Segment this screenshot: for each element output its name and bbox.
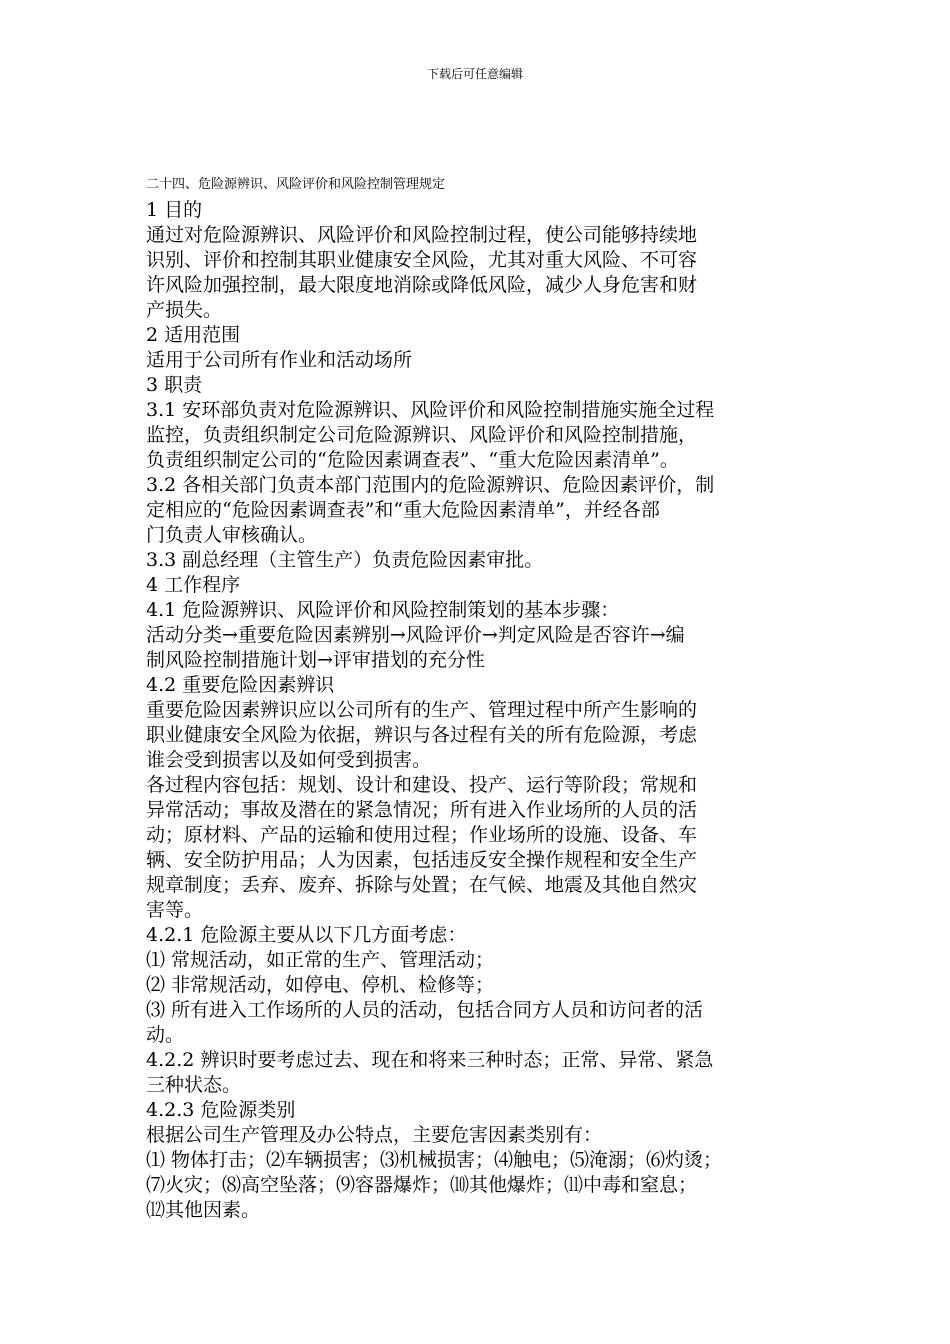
text-line: 4.1 危险源辨识、风险评价和风险控制策划的基本步骤： xyxy=(146,599,620,621)
text-line: 各过程内容包括：规划、设计和建设、投产、运行等阶段；常规和 xyxy=(146,774,698,796)
text-line: 三种状态。 xyxy=(146,1074,242,1096)
text-line: 4.2.2 辨识时要考虑过去、现在和将来三种时态；正常、异常、紧急 xyxy=(146,1049,714,1071)
text-line: 辆、安全防护用品；人为因素，包括违反安全操作规程和安全生产 xyxy=(146,849,698,871)
text-line: 1 目的 xyxy=(146,199,203,221)
text-line: 谁会受到损害以及如何受到损害。 xyxy=(146,749,432,771)
text-line: 异常活动；事故及潜在的紧急情况；所有进入作业场所的人员的活 xyxy=(146,799,698,821)
text-line: 4 工作程序 xyxy=(146,574,241,596)
text-line: 定相应的“危险因素调查表”和“重大危险因素清单”，并经各部 xyxy=(146,499,660,521)
text-line: ⑿其他因素。 xyxy=(146,1199,261,1221)
text-line: 害等。 xyxy=(146,899,204,921)
text-line: 通过对危险源辨识、风险评价和风险控制过程，使公司能够持续地 xyxy=(146,224,698,246)
document-title: 二十四、危险源辨识、风险评价和风险控制管理规定 xyxy=(146,177,446,192)
text-line: 适用于公司所有作业和活动场所 xyxy=(146,349,413,371)
text-line: 负责组织制定公司的“危险因素调查表”、“重大危险因素清单”。 xyxy=(146,449,679,471)
text-line: 2 适用范围 xyxy=(146,324,241,346)
text-line: 3.3 副总经理（主管生产）负责危险因素审批。 xyxy=(146,549,544,571)
page-header: 下载后可任意编辑 xyxy=(426,67,523,81)
document-body xyxy=(146,198,810,1223)
text-line: 动；原材料、产品的运输和使用过程；作业场所的设施、设备、车 xyxy=(146,824,698,846)
text-line: 职业健康安全风险为依据，辨识与各过程有关的所有危险源，考虑 xyxy=(146,724,698,746)
text-line: 门负责人审核确认。 xyxy=(146,524,318,546)
text-line: 4.2 重要危险因素辨识 xyxy=(146,674,335,696)
text-line: 制风险控制措施计划→评审措划的充分性 xyxy=(146,649,485,671)
text-line: ⑵ 非常规活动，如停电、停机、检修等； xyxy=(146,974,495,996)
text-line: 规章制度；丢弃、废弃、拆除与处置；在气候、地震及其他自然灾 xyxy=(146,874,698,896)
text-line: 识别、评价和控制其职业健康安全风险，尤其对重大风险、不可容 xyxy=(146,249,698,271)
text-line: 4.2.1 危险源主要从以下几方面考虑： xyxy=(146,924,467,946)
text-line: ⑶ 所有进入工作场所的人员的活动，包括合同方人员和访问者的活 xyxy=(146,999,704,1021)
text-line: 3.1 安环部负责对危险源辨识、风险评价和风险控制措施实施全过程 xyxy=(146,399,715,421)
text-line: 动。 xyxy=(146,1024,185,1046)
text-line: 产损失。 xyxy=(146,299,223,321)
text-line: ⑺火灾；⑻高空坠落；⑼容器爆炸；⑽其他爆炸；⑾中毒和窒息； xyxy=(146,1174,698,1196)
text-line: 根据公司生产管理及办公特点，主要危害因素类别有： xyxy=(146,1124,603,1146)
text-line: 重要危险因素辨识应以公司所有的生产、管理过程中所产生影响的 xyxy=(146,699,698,721)
text-line: 3.2 各相关部门负责本部门范围内的危险源辨识、危险因素评价，制 xyxy=(146,474,715,496)
text-line: 4.2.3 危险源类别 xyxy=(146,1099,296,1121)
text-line: 监控，负责组织制定公司危险源辨识、风险评价和风险控制措施， xyxy=(146,424,698,446)
text-line: 许风险加强控制，最大限度地消除或降低风险，减少人身危害和财 xyxy=(146,274,698,296)
text-line: ⑴ 物体打击；⑵车辆损害；⑶机械损害；⑷触电；⑸淹溺；⑹灼烫； xyxy=(146,1149,723,1171)
text-line: 活动分类→重要危险因素辨别→风险评价→判定风险是否容许→编 xyxy=(146,624,685,646)
text-line: 3 职责 xyxy=(146,374,203,396)
text-line: ⑴ 常规活动，如正常的生产、管理活动； xyxy=(146,949,495,971)
